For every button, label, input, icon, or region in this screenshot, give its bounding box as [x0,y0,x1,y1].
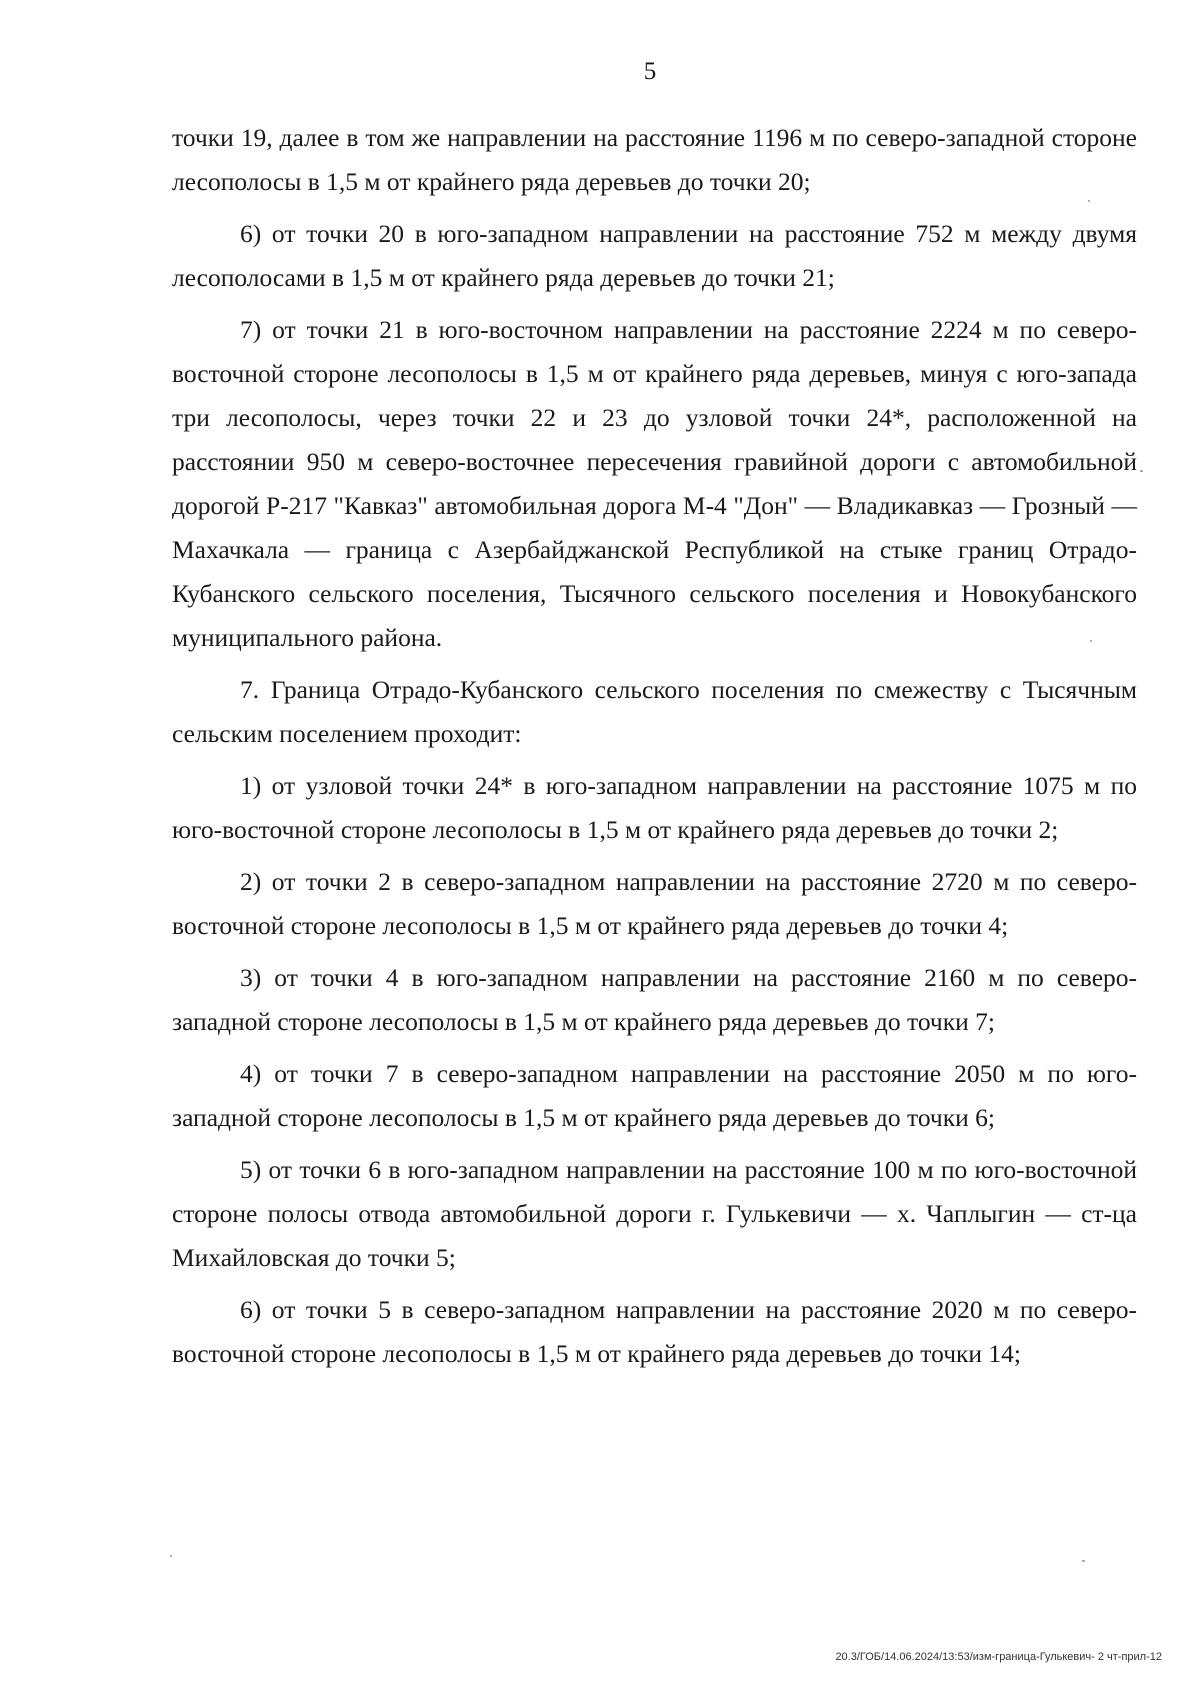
scan-speck [1140,470,1143,472]
scan-speck [1088,200,1090,202]
paragraph-item-5: 5) от точки 6 в юго-западном направлении на расстояние 100 м по юго-восточной стороне полосы отвода автомобильной дороги г. Гулькевичи — х. Чаплыгин — ст-ца Михайловская до точки 5; [172,1155,1137,1272]
paragraph-continuation: точки 19, далее в том же направлении на расстояние 1196 м по северо-западной стороне лесополосы в 1,5 м от крайнего ряда деревьев до точки 20; [172,123,1137,196]
paragraph-item-6b: 6) от точки 5 в северо-западном направлении на расстояние 2020 м по северо-восточной стороне лесополосы в 1,5 м от крайнего ряда деревьев до точки 14; [172,1295,1137,1368]
page-number: 5 [643,58,657,85]
paragraph-item-3: 3) от точки 4 в юго-западном направлении на расстояние 2160 м по северо-западной стороне лесополосы в 1,5 м от крайнего ряда деревьев до точки 7; [172,963,1137,1036]
footer-stamp: 20.3/ГОБ/14.06.2024/13:53/изм-граница-Гулькевич- 2 чт-прил-12 [835,1651,1162,1663]
paragraph-item-4: 4) от точки 7 в северо-западном направлении на расстояние 2050 м по юго-западной стороне лесополосы в 1,5 м от крайнего ряда деревьев до точки 6; [172,1059,1137,1132]
scan-speck [1090,640,1092,642]
scan-speck [1082,1560,1085,1562]
paragraph-section-7: 7. Граница Отрадо-Кубанского сельского поселения по смежеству с Тысячным сельским поселением проходит: [172,675,1137,748]
paragraph-item-7: 7) от точки 21 в юго-восточном направлении на расстояние 2224 м по северо-восточной стороне лесополосы в 1,5 м от крайнего ряда деревьев, минуя с юго-запада три лесополосы, через точки 22 и 23 до узловой точки 24*, расположенной на расстоянии 950 м северо-восточнее пересечения гравийной дороги с автомобильной дорогой Р-217 "Кавказ" автомобильная дорога М-4 "Дон" — Владикавказ — Грозный — Махачкала — граница с Азербайджанской Республикой на стыке границ Отрадо-Кубанского сельского поселения, Тысячного сельского поселения и Новокубанского муниципального района. [172,315,1137,652]
paragraph-item-2: 2) от точки 2 в северо-западном направлении на расстояние 2720 м по северо-восточной стороне лесополосы в 1,5 м от крайнего ряда деревьев до точки 4; [172,867,1137,940]
scan-speck [170,1555,172,1557]
document-body [172,116,1137,1376]
paragraph-item-6: 6) от точки 20 в юго-западном направлении на расстояние 752 м между двумя лесополосами в 1,5 м от крайнего ряда деревьев до точки 21; [172,219,1137,292]
paragraph-item-1: 1) от узловой точки 24* в юго-западном направлении на расстояние 1075 м по юго-восточной стороне лесополосы в 1,5 м от крайнего ряда деревьев до точки 2; [172,771,1137,844]
